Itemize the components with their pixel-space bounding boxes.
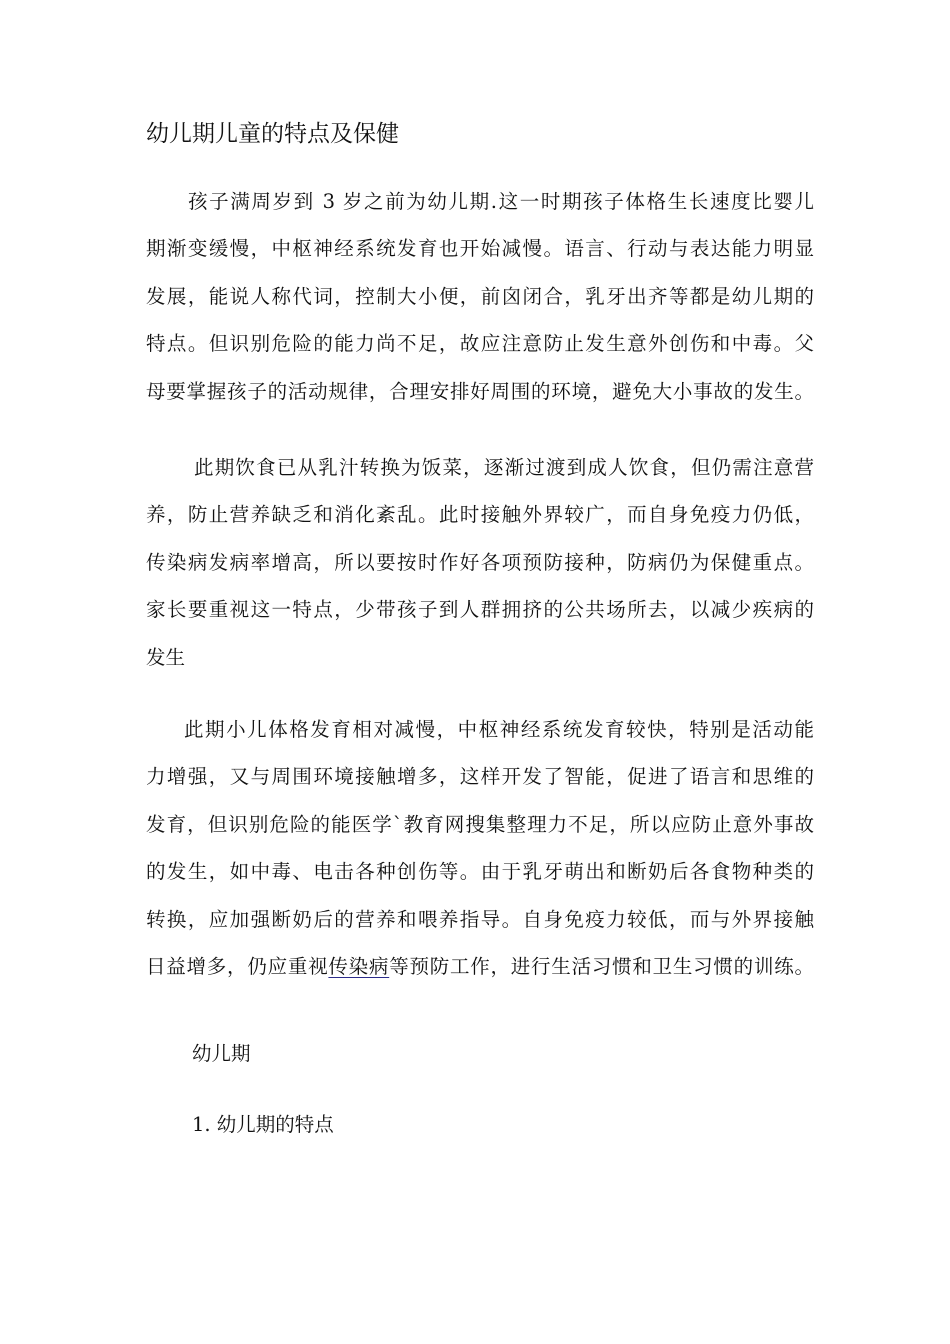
paragraph-2 bbox=[146, 444, 814, 681]
subsection-heading: 1. 幼儿期的特点 bbox=[192, 1113, 334, 1136]
paragraph-line: 的发生，如中毒、电击各种创伤等。由于乳牙萌出和断奶后各食物种类的 bbox=[146, 860, 814, 884]
infectious-disease-link[interactable]: 传染病 bbox=[328, 955, 390, 979]
paragraph-line: 孩子满周岁到 3 岁之前为幼儿期.这一时期孩子体格生长速度比婴儿 bbox=[188, 190, 814, 213]
text-segment: 日益增多，仍应重视 bbox=[146, 955, 329, 979]
paragraph-line: 此期小儿体格发育相对减慢，中枢神经系统发育较快，特别是活动能 bbox=[184, 718, 814, 741]
paragraph-1 bbox=[146, 178, 814, 415]
paragraph-line: 发育，但识别危险的能医学`教育网搜集整理力不足，所以应防止意外事故 bbox=[146, 812, 814, 836]
paragraph-3 bbox=[146, 706, 814, 990]
paragraph-line: 转换，应加强断奶后的营养和喂养指导。自身免疫力较低，而与外界接触 bbox=[146, 907, 814, 931]
paragraph-line: 养，防止营养缺乏和消化紊乱。此时接触外界较广，而自身免疫力仍低， bbox=[146, 503, 814, 527]
paragraph-line: 特点。但识别危险的能力尚不足，故应注意防止发生意外创伤和中毒。父 bbox=[146, 332, 814, 356]
paragraph-line: 发展，能说人称代词，控制大小便，前囟闭合，乳牙出齐等都是幼儿期的 bbox=[146, 284, 814, 308]
text-segment: 等预防工作，进行生活习惯和卫生习惯的训练。 bbox=[389, 955, 814, 979]
paragraph-line: 期渐变缓慢，中枢神经系统发育也开始减慢。语言、行动与表达能力明显 bbox=[146, 237, 814, 261]
paragraph-line: 力增强，又与周围环境接触增多，这样开发了智能，促进了语言和思维的 bbox=[146, 765, 814, 789]
paragraph-line: 家长要重视这一特点，少带孩子到人群拥挤的公共场所去，以减少疾病的 bbox=[146, 598, 814, 622]
paragraph-line: 发生 bbox=[146, 645, 186, 669]
paragraph-line: 传染病发病率增高，所以要按时作好各项预防接种，防病仍为保健重点。 bbox=[146, 550, 814, 574]
document-title: 幼儿期儿童的特点及保健 bbox=[146, 121, 399, 147]
section-heading: 幼儿期 bbox=[192, 1042, 251, 1065]
paragraph-line: 此期饮食已从乳汁转换为饭菜，逐渐过渡到成人饮食，但仍需注意营 bbox=[194, 456, 814, 479]
paragraph-line: 母要掌握孩子的活动规律，合理安排好周围的环境，避免大小事故的发生。 bbox=[146, 379, 814, 403]
paragraph-line-last bbox=[146, 943, 814, 990]
